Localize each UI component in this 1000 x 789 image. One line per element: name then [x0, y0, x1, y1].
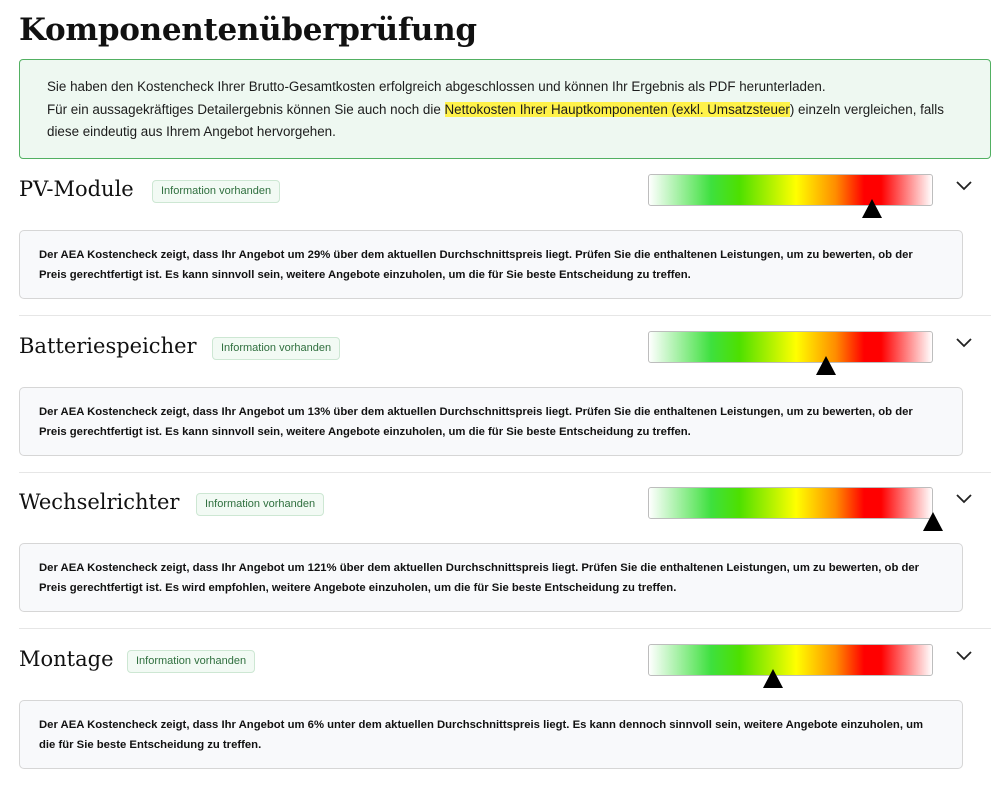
result-text: Der AEA Kostencheck zeigt, dass Ihr Angebot um 13% über dem aktuellen Durchschnittspreis liegt. Prüfen Sie die enthaltenen Leistungen, um zu bewerten, ob der Preis gerechtfertigt ist. Es kann sinnvoll sein, weitere Angebote einzuholen, um die für Sie beste Entscheidung zu treffen. [39, 406, 913, 438]
chevron-down-icon[interactable] [954, 645, 974, 665]
section-pv-module [0, 159, 1000, 316]
info-badge: Information vorhanden [196, 493, 324, 516]
notice-highlight: Nettokosten Ihrer Hauptkomponenten (exkl. Umsatzsteuer [444, 101, 790, 117]
result-text-box [19, 700, 963, 769]
page-title: Komponentenüberprüfung [19, 12, 477, 48]
notice-line-1: Sie haben den Kostencheck Ihrer Brutto-Gesamtkosten erfolgreich abgeschlossen und können Ihr Ergebnis als PDF herunterladen. [47, 79, 826, 94]
triangle-up-icon [763, 669, 783, 688]
section-montage [0, 629, 1000, 786]
chevron-down-icon[interactable] [954, 175, 974, 195]
price-gauge [648, 644, 933, 676]
notice-line-2-before: Für ein aussagekräftiges Detailergebnis können Sie auch noch die [47, 101, 445, 117]
result-text-box [19, 387, 963, 456]
triangle-up-icon [816, 356, 836, 375]
result-text: Der AEA Kostencheck zeigt, dass Ihr Angebot um 121% über dem aktuellen Durchschnittspreis liegt. Prüfen Sie die enthaltenen Leistungen, um zu bewerten, ob der Preis gerechtfertigt ist. Es wird empfohlen, weitere Angebote einzuholen, um die für Sie beste Entscheidung zu treffen. [39, 562, 920, 594]
info-badge: Information vorhanden [212, 337, 340, 360]
result-text-box [19, 230, 963, 299]
triangle-up-icon [862, 199, 882, 218]
result-text: Der AEA Kostencheck zeigt, dass Ihr Angebot um 6% unter dem aktuellen Durchschnittspreis liegt. Es kann dennoch sinnvoll sein, weitere Angebote einzuholen, um die für Sie beste Entscheidung zu treffen. [39, 719, 924, 751]
section-wechselrichter [0, 472, 1000, 629]
result-text: Der AEA Kostencheck zeigt, dass Ihr Angebot um 29% über dem aktuellen Durchschnittspreis liegt. Prüfen Sie die enthaltenen Leistungen, um zu bewerten, ob der Preis gerechtfertigt ist. Es kann sinnvoll sein, weitere Angebote einzuholen, um die für Sie beste Entscheidung zu treffen. [39, 249, 913, 281]
section-batteriespeicher [0, 316, 1000, 473]
section-title: Wechselrichter [19, 490, 180, 514]
notice-line-2 [47, 99, 976, 144]
triangle-up-icon [923, 512, 943, 531]
success-notice [19, 59, 991, 159]
result-text-box [19, 543, 963, 612]
info-badge: Information vorhanden [127, 650, 255, 673]
section-title: PV-Module [19, 177, 134, 201]
price-gauge [648, 487, 933, 519]
info-badge: Information vorhanden [152, 180, 280, 203]
section-title: Batteriespeicher [19, 334, 197, 358]
price-gauge [648, 174, 933, 206]
price-gauge [648, 331, 933, 363]
chevron-down-icon[interactable] [954, 332, 974, 352]
section-title: Montage [19, 647, 114, 671]
notice-line-2-after: ) einzeln vergleichen, falls diese eindeutig aus Ihrem Angebot hervorgehen. [47, 101, 944, 139]
chevron-down-icon[interactable] [954, 488, 974, 508]
